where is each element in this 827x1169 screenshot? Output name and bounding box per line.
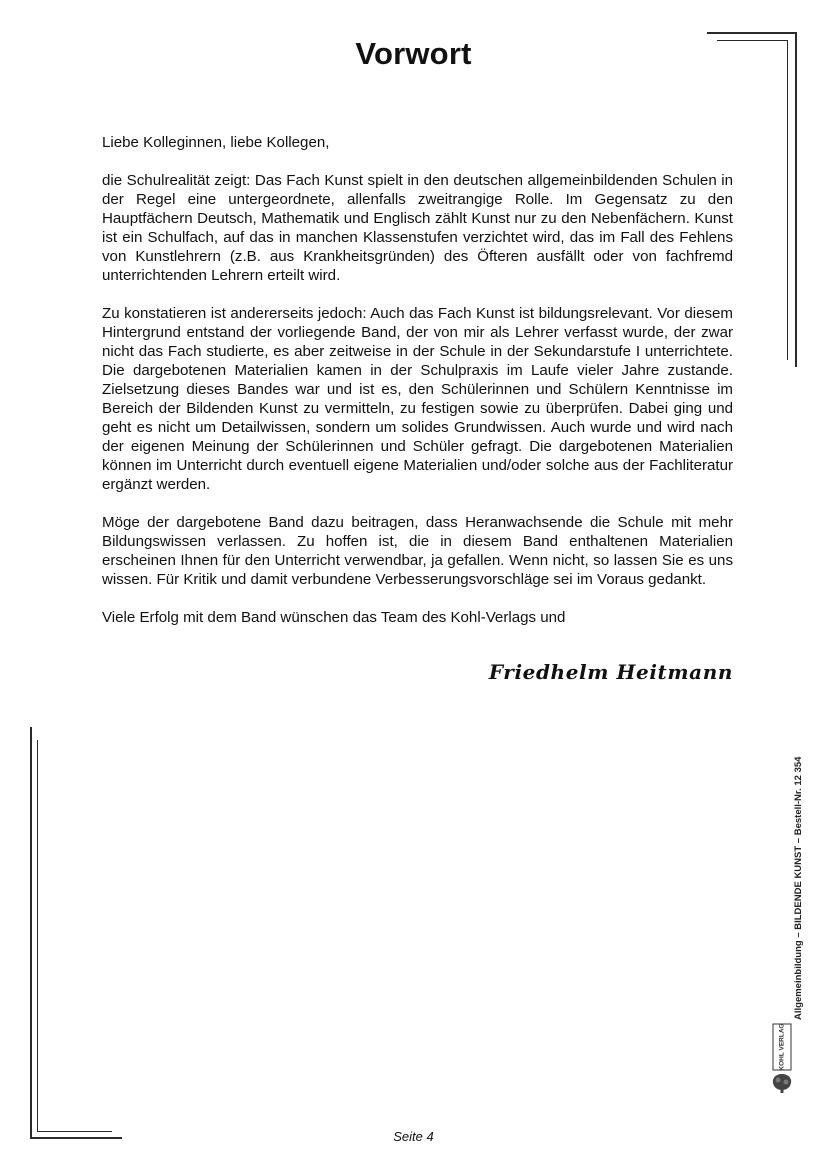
kohl-verlag-logo (768, 1022, 796, 1094)
frame-left-vertical-2 (37, 740, 38, 1132)
order-number-sidebar: Allgemeinbildung – BILDENDE KUNST – Bestell-Nr. 12 354 (793, 756, 804, 1020)
frame-right-vertical-2 (787, 40, 788, 360)
greeting: Liebe Kolleginnen, liebe Kollegen, (102, 134, 330, 151)
author-signature: Friedhelm Heitmann (488, 660, 733, 684)
paragraph-3: Möge der dargebotene Band dazu beitragen, dass Heranwachsende die Schule mit mehr Bildungswissen verlassen. Zu hoffen ist, die in diesem Band enthaltenen Materialien erscheinen Ihnen für den Unterricht verwendbar, ja gefallen. Wenn nicht, so lassen Sie es uns wissen. Für Kritik und damit verbundene Verbesserungsvorschläge sei im Voraus gedankt. (102, 514, 733, 588)
frame-right-vertical-1 (795, 32, 797, 367)
logo-text: KOHL VERLAG (778, 1023, 786, 1071)
frame-left-vertical-1 (30, 727, 32, 1139)
page-number: Seite 4 (393, 1129, 434, 1144)
foreword-body (102, 133, 733, 646)
paragraph-2: Zu konstatieren ist andererseits jedoch: Auch das Fach Kunst ist bildungsrelevant. Vor diesem Hintergrund entstand der vorliegende Band, der von mir als Lehrer verfasst wurde, der zwar nicht das Fach studierte, es aber zeitweise in der Schule in der Sekundarstufe I unterrichtete. Die dargebotenen Materialien kamen in der Schulpraxis im Laufe vieler Jahre zustande. Zielsetzung dieses Bandes war und ist es, den Schülerinnen und Schülern Kenntnisse im Bereich der Bildenden Kunst zu vermitteln, zu festigen sowie zu überprüfen. Dabei ging und geht es nicht um Detailwissen, sondern um solides Grundwissen. Auch wurde und wird nach der eigenen Meinung der Schülerinnen und Schüler gefragt. Die dargebotenen Materialien können im Unterricht durch eventuell eigene Materialien und/oder solche aus der Fachliteratur ergänzt werden. (102, 305, 733, 493)
paragraph-1: die Schulrealität zeigt: Das Fach Kunst spielt in den deutschen allgemeinbildenden Schulen in der Regel eine untergeordnete, allenfalls zweitrangige Rolle. Im Gegensatz zu den Hauptfächern Deutsch, Mathematik und Englisch zählt Kunst nur zu den Nebenfächern. Kunst ist ein Schulfach, auf das in manchen Klassenstufen verzichtet wird, das im Fall des Fehlens von Kunstlehrern (z.B. aus Krankheitsgründen) des Öfteren ausfällt oder von fachfremd unterrichtenden Lehrern erteilt wird. (102, 172, 733, 284)
page-title: Vorwort (355, 36, 472, 71)
frame-top-right-line-1 (707, 32, 795, 34)
closing-line: Viele Erfolg mit dem Band wünschen das Team des Kohl-Verlags und (102, 609, 566, 626)
